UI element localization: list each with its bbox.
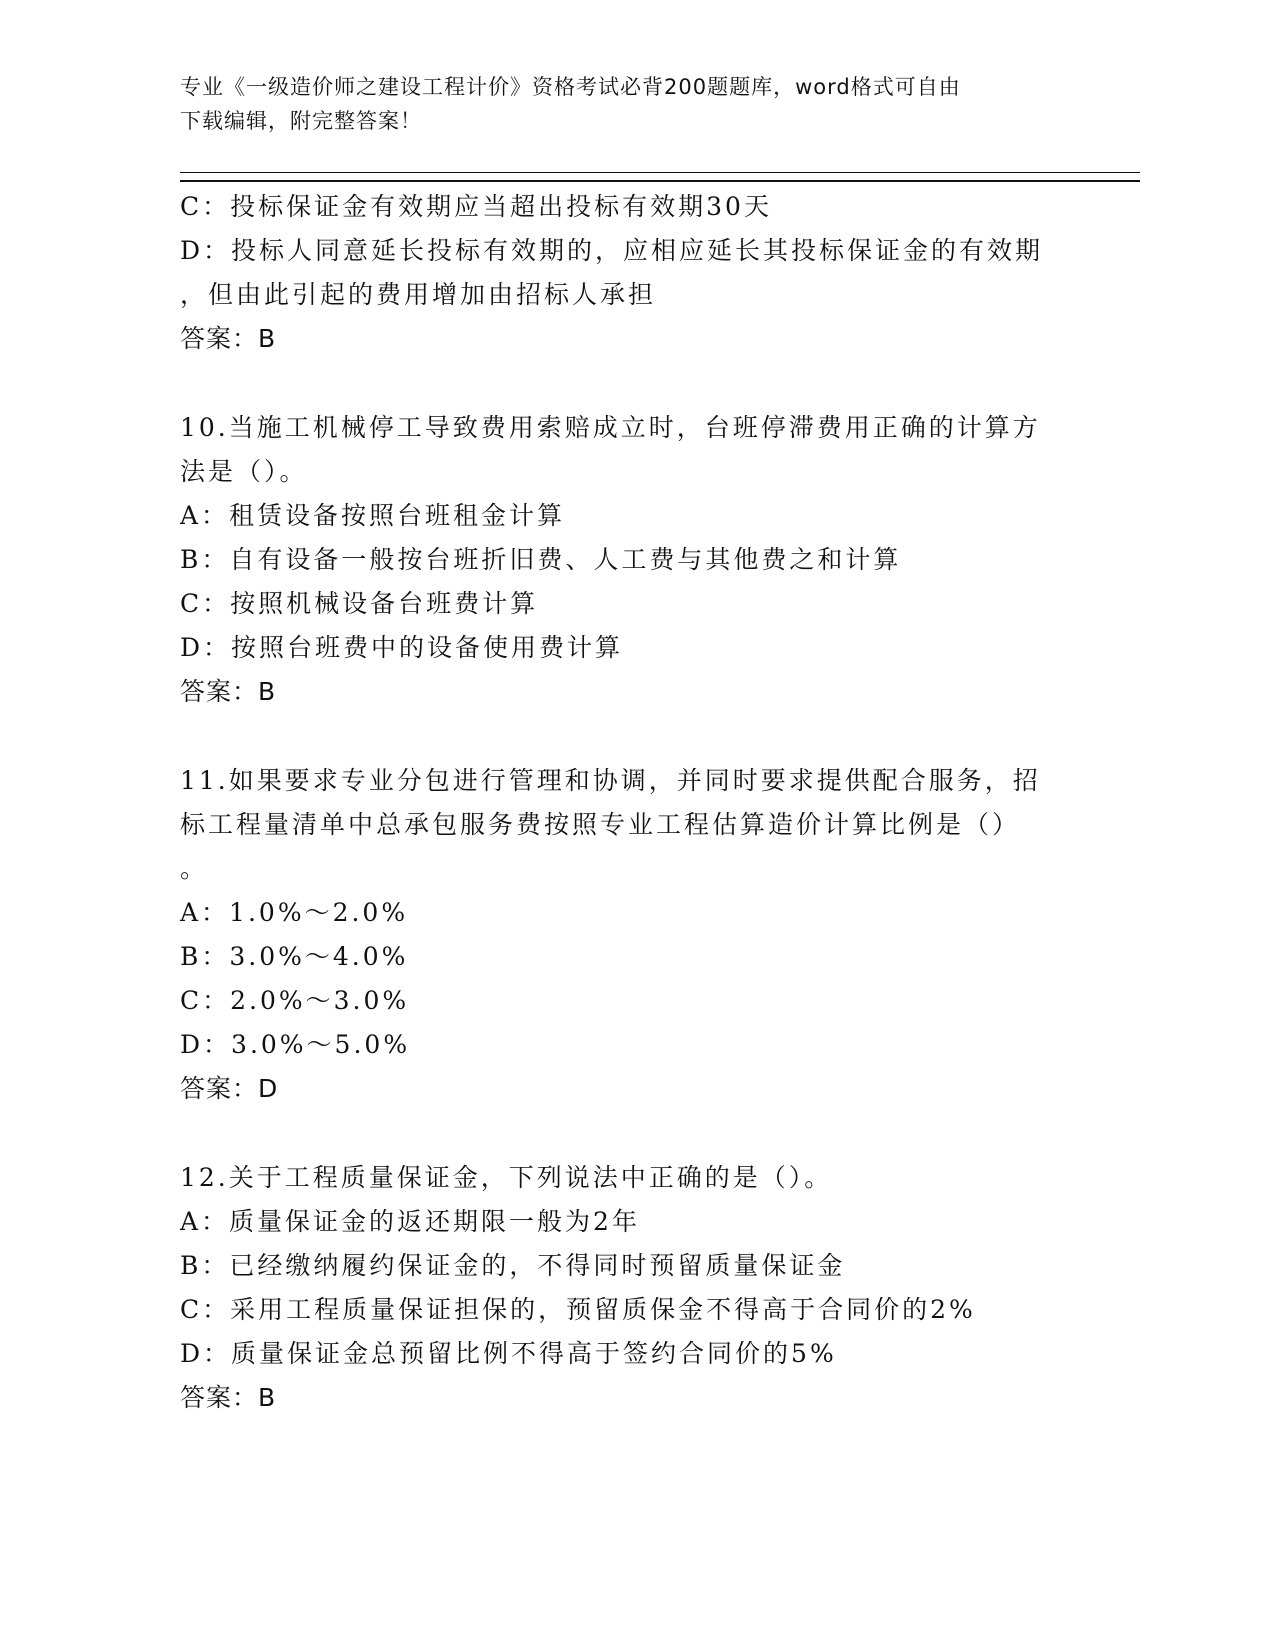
answer: 答案：B [180, 324, 277, 353]
question-stem-continued: 。 [180, 854, 209, 883]
option-c: C：2.0%～3.0% [180, 986, 410, 1015]
header-divider-thick [180, 180, 1140, 182]
option-a: A：租赁设备按照台班租金计算 [180, 501, 566, 530]
question-stem: 10.当施工机械停工导致费用索赔成立时，台班停滞费用正确的计算方 [180, 413, 1041, 442]
question-stem: 11.如果要求专业分包进行管理和协调，并同时要求提供配合服务，招 [180, 766, 1041, 795]
option-d: D：质量保证金总预留比例不得高于签约合同价的5% [180, 1339, 837, 1368]
question-11 [180, 759, 1060, 1111]
option-d: D：3.0%～5.0% [180, 1030, 411, 1059]
option-c: C：采用工程质量保证担保的，预留质保金不得高于合同价的2% [180, 1295, 976, 1324]
option-a: A：质量保证金的返还期限一般为2年 [180, 1207, 640, 1236]
question-stem-continued: 标工程量清单中总承包服务费按照专业工程估算造价计算比例是（） [180, 810, 1021, 839]
answer: 答案：B [180, 1383, 277, 1412]
continued-question-9 [180, 185, 1060, 361]
question-10 [180, 406, 1060, 714]
question-stem-continued: 法是（）。 [180, 457, 308, 486]
header-line-1: 专业《一级造价师之建设工程计价》资格考试必背200题题库，word格式可自由 [180, 75, 961, 99]
option-d-continued: ，但由此引起的费用增加由招标人承担 [180, 280, 657, 309]
header-line-2: 下载编辑，附完整答案！ [180, 109, 422, 133]
answer: 答案：B [180, 677, 277, 706]
question-stem: 12.关于工程质量保证金，下列说法中正确的是（）。 [180, 1163, 833, 1192]
option-b: B：自有设备一般按台班折旧费、人工费与其他费之和计算 [180, 545, 902, 574]
answer: 答案：D [180, 1074, 279, 1103]
option-b: B：3.0%～4.0% [180, 942, 409, 971]
question-12 [180, 1156, 1060, 1420]
option-d: D：投标人同意延长投标有效期的，应相应延长其投标保证金的有效期 [180, 236, 1044, 265]
option-b: B：已经缴纳履约保证金的，不得同时预留质量保证金 [180, 1251, 846, 1280]
document-body [180, 185, 1060, 1420]
option-c: C：投标保证金有效期应当超出投标有效期30天 [180, 192, 772, 221]
option-d: D：按照台班费中的设备使用费计算 [180, 633, 624, 662]
document-header [180, 70, 1080, 138]
option-c: C：按照机械设备台班费计算 [180, 589, 539, 618]
header-divider-thin [180, 172, 1140, 173]
option-a: A：1.0%～2.0% [180, 898, 409, 927]
